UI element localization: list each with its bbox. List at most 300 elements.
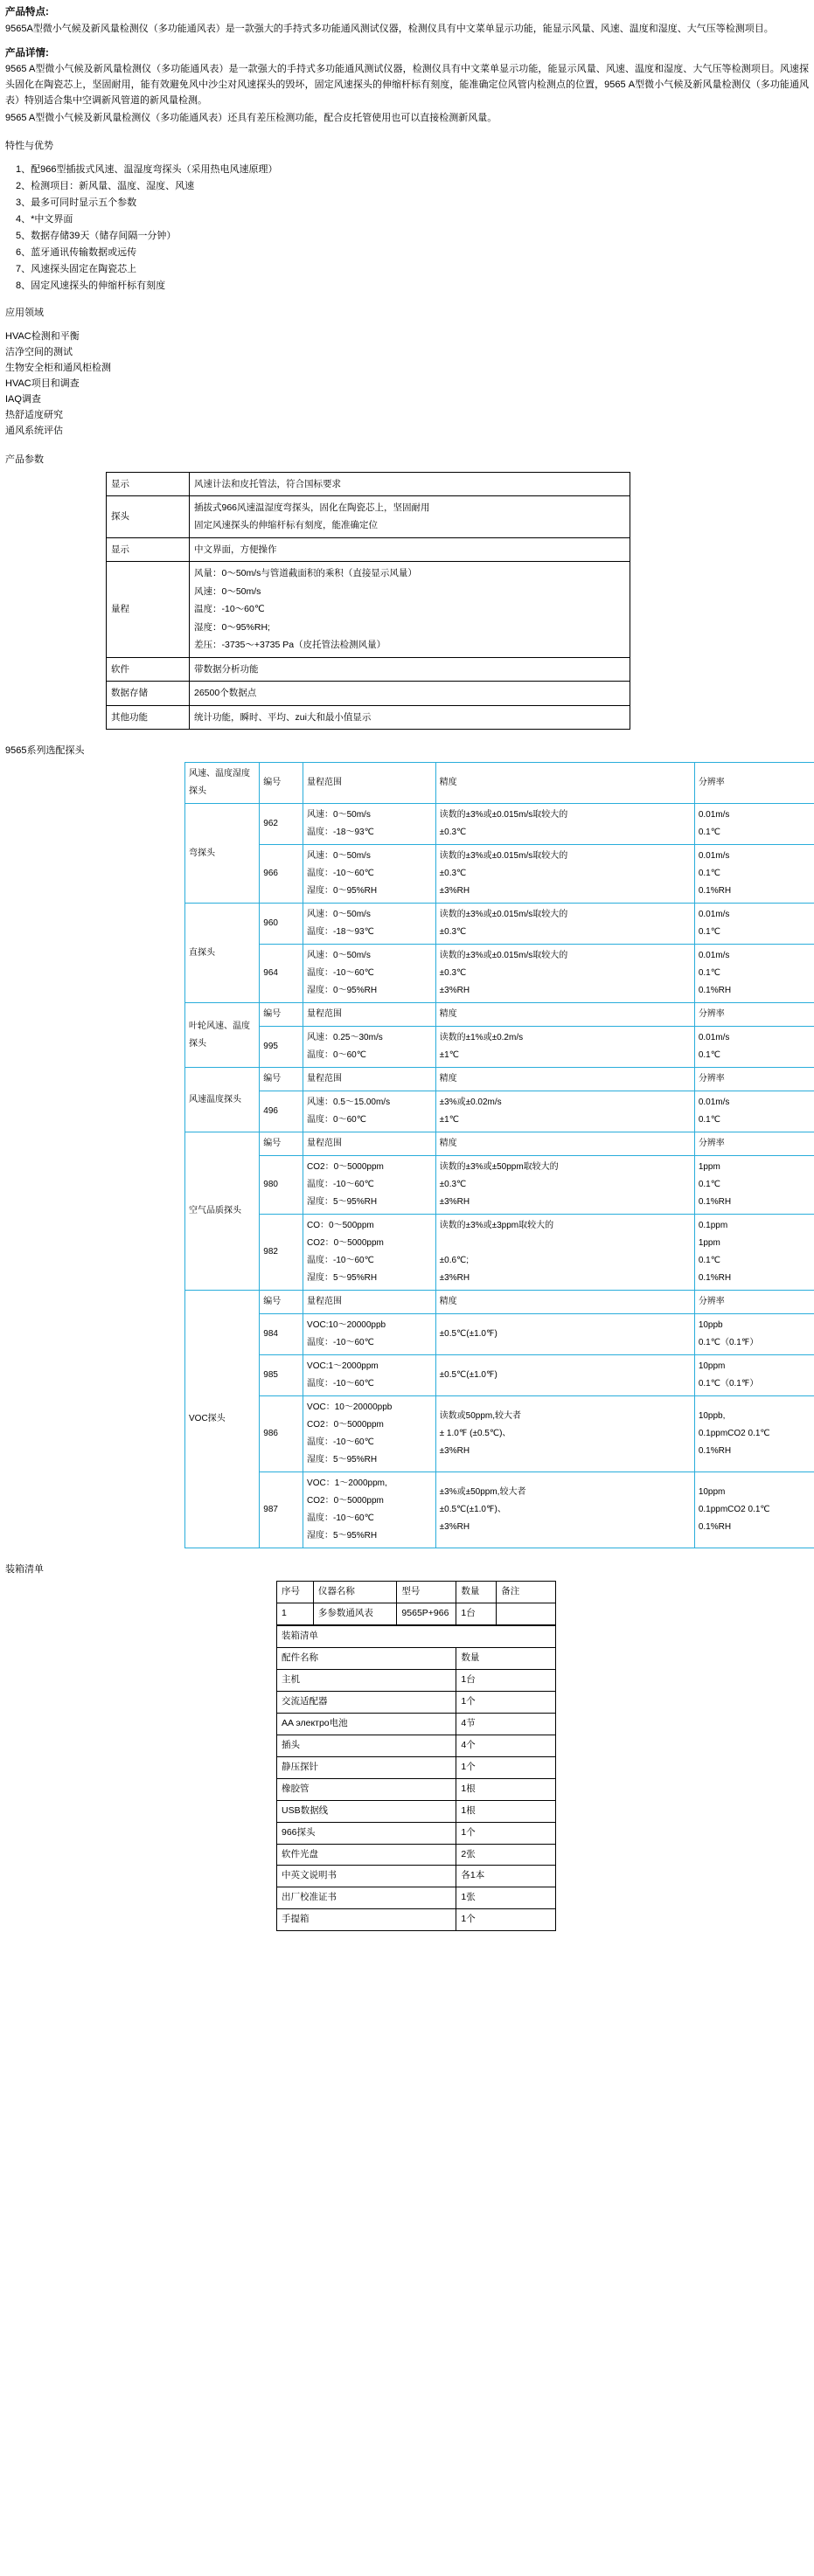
probe-accuracy (435, 1472, 694, 1548)
table-row (107, 472, 630, 495)
probe-resolution (694, 845, 814, 904)
resolution-line: 0.1%RH (698, 1522, 732, 1533)
resolution-line: 0.01m/s (698, 951, 730, 961)
accuracy-line: ±0.3℃ (439, 869, 467, 879)
accuracy-line: 读数的±3%或±0.015m/s取较大的 (439, 910, 568, 920)
subheader-resolution: 分辨率 (694, 1291, 814, 1314)
table-row (185, 1291, 814, 1314)
probe-range (303, 1156, 436, 1215)
probe-header-no: 编号 (260, 763, 303, 804)
packing-index: 1 (277, 1603, 314, 1625)
subheader-resolution: 分辨率 (694, 1068, 814, 1091)
probe-accuracy (435, 1156, 694, 1215)
table-row (185, 1003, 814, 1027)
accessory-name: 插头 (277, 1735, 456, 1756)
table-row (277, 1822, 556, 1844)
accessory-name: 手提箱 (277, 1909, 456, 1931)
advantage-item: 1、配966型插拔式风速、温湿度弯探头（采用热电风速原理） (16, 163, 278, 175)
probe-no: 995 (260, 1027, 303, 1068)
resolution-line: 0.1℃ (698, 968, 720, 979)
accuracy-line: ±0.5℃(±1.0℉) (439, 1329, 497, 1340)
range-line: VOC：1～2000ppm, (307, 1478, 387, 1489)
packing-list-title: 装箱清单 (277, 1626, 556, 1648)
probe-resolution (694, 945, 814, 1003)
table-row (277, 1778, 556, 1800)
accessory-qty: 1台 (456, 1670, 556, 1692)
packing-instrument-table (276, 1581, 556, 1625)
product-parameter-table (106, 472, 630, 731)
packing-qty: 1台 (456, 1603, 497, 1625)
advantage-item: 3、最多可同时显示五个参数 (16, 197, 137, 208)
resolution-line: 0.1ppmCO2 0.1℃ (698, 1429, 770, 1439)
probe-no: 984 (260, 1314, 303, 1355)
resolution-line: 0.01m/s (698, 1033, 730, 1043)
probe-range (303, 1027, 436, 1068)
advantages-list (5, 163, 809, 294)
probe-category-label: 叶轮风速、温度探头 (185, 1003, 260, 1068)
accessory-name: 橡胶管 (277, 1778, 456, 1800)
accessory-col-name: 配件名称 (277, 1648, 456, 1670)
accessory-name: 软件光盘 (277, 1844, 456, 1866)
resolution-line: 10ppm (698, 1361, 726, 1372)
probe-range (303, 1472, 436, 1548)
document-body (0, 5, 814, 1931)
range-line: CO：0～500ppm (307, 1221, 374, 1231)
table-header-row (277, 1582, 556, 1603)
probe-range (303, 945, 436, 1003)
table-row (277, 1887, 556, 1909)
packing-col-index: 序号 (277, 1582, 314, 1603)
table-row (185, 1132, 814, 1156)
resolution-line: 0.1℃ (698, 828, 720, 838)
probe-no: 960 (260, 904, 303, 945)
accessory-col-qty: 数量 (456, 1648, 556, 1670)
accuracy-line: ±0.3℃ (439, 927, 467, 938)
probe-resolution (694, 1472, 814, 1548)
accessory-name: 主机 (277, 1670, 456, 1692)
range-line: CO2：0～5000ppm (307, 1496, 384, 1506)
table-row (277, 1713, 556, 1735)
subheader-resolution: 分辨率 (694, 1003, 814, 1027)
probe-header-category: 风速、温度湿度探头 (185, 763, 260, 804)
spec-value (190, 496, 630, 538)
resolution-line: 0.1%RH (698, 886, 732, 897)
spec-key: 数据存储 (107, 682, 190, 705)
resolution-line: 0.1%RH (698, 1446, 732, 1457)
spec-key: 显示 (107, 472, 190, 495)
spec-line: 中文界面，方便操作 (194, 544, 277, 555)
resolution-line: 0.1℃ (698, 869, 720, 879)
subheader-range: 量程范围 (303, 1132, 436, 1156)
accuracy-line: ±3%RH (439, 886, 470, 897)
probe-range (303, 1355, 436, 1396)
table-row (107, 657, 630, 681)
spec-line: 风速计法和皮托管法，符合国标要求 (194, 478, 341, 489)
advantage-item: 5、数据存储39天（储存间隔一分钟） (16, 230, 177, 241)
spec-line: 插拔式966风速温湿度弯探头，固化在陶瓷芯上，坚固耐用 (194, 502, 430, 513)
spec-line: 温度：-10～60℃ (194, 604, 265, 615)
subheader-no: 编号 (260, 1003, 303, 1027)
accessory-qty: 各1本 (456, 1866, 556, 1887)
accuracy-line: ±1℃ (439, 1050, 459, 1061)
range-line: 温度：0～60℃ (307, 1050, 366, 1061)
range-line: 温度：-10～60℃ (307, 1437, 374, 1448)
accessory-qty: 1根 (456, 1800, 556, 1822)
range-line: CO2：0～5000ppm (307, 1420, 384, 1430)
range-line: 温度：-10～60℃ (307, 1256, 374, 1266)
accuracy-line: ±3%RH (439, 1446, 470, 1457)
resolution-line: 0.1%RH (698, 1273, 732, 1284)
range-line: 风速：0.25～30m/s (307, 1033, 383, 1043)
subheader-accuracy: 精度 (435, 1068, 694, 1091)
resolution-line: 0.1℃ (698, 1180, 720, 1190)
table-header-row (185, 763, 814, 804)
range-line: 温度：-18～93℃ (307, 927, 374, 938)
range-line: 温度：0～60℃ (307, 1115, 366, 1125)
advantage-item: 7、风速探头固定在陶瓷芯上 (16, 264, 137, 275)
resolution-line: 0.01m/s (698, 851, 730, 862)
probe-accuracy (435, 904, 694, 945)
table-row (107, 705, 630, 729)
accuracy-line (440, 1235, 691, 1252)
probe-no: 987 (260, 1472, 303, 1548)
probe-category-label: 风速温度探头 (185, 1068, 260, 1132)
accessory-name: 静压探针 (277, 1756, 456, 1778)
probe-resolution (694, 1027, 814, 1068)
table-row (277, 1866, 556, 1887)
accessory-name: AA электро电池 (277, 1713, 456, 1735)
table-row (185, 1396, 814, 1472)
probe-accuracy (435, 1396, 694, 1472)
probe-range (303, 845, 436, 904)
accuracy-line: 读数的±3%或±50ppm取较大的 (439, 1162, 559, 1173)
accessory-qty: 1根 (456, 1778, 556, 1800)
accessory-qty: 4个 (456, 1735, 556, 1756)
accuracy-line: ±3%或±0.02m/s (439, 1098, 502, 1108)
table-row (185, 1314, 814, 1355)
spec-key: 软件 (107, 657, 190, 681)
range-line: 温度：-10～60℃ (307, 1338, 374, 1348)
table-row (277, 1844, 556, 1866)
range-line: 温度：-10～60℃ (307, 1379, 374, 1389)
resolution-line: 0.1ppmCO2 0.1℃ (698, 1505, 770, 1515)
table-row (185, 804, 814, 845)
range-line: 风速：0～50m/s (307, 810, 371, 821)
spec-key: 量程 (107, 562, 190, 657)
table-row (277, 1756, 556, 1778)
probe-no: 985 (260, 1355, 303, 1396)
spec-value (190, 705, 630, 729)
table-row (185, 1472, 814, 1548)
range-line: 风速：0～50m/s (307, 851, 371, 862)
spec-value (190, 472, 630, 495)
subheader-no: 编号 (260, 1132, 303, 1156)
accuracy-line: 读数的±1%或±0.2m/s (439, 1033, 524, 1043)
resolution-line: 0.01m/s (698, 810, 730, 821)
packing-name: 多参数通风表 (313, 1603, 397, 1625)
probe-category-label: 空气品质探头 (185, 1132, 260, 1291)
range-line: VOC:1～2000ppm (307, 1361, 379, 1372)
advantage-item: 6、蓝牙通讯传输数据或远传 (16, 246, 137, 258)
advantage-item: 4、*中文界面 (16, 213, 73, 225)
application-item: HVAC检测和平衡 (5, 331, 80, 343)
probe-header-range: 量程范围 (303, 763, 436, 804)
subheader-accuracy: 精度 (435, 1132, 694, 1156)
table-row (277, 1735, 556, 1756)
accuracy-line: 读数的±3%或±3ppm取较大的 (439, 1221, 554, 1231)
product-features-body: 9565A型微小气候及新风量检测仪（多功能通风表）是一款强大的手持式多功能通风测试仪器，检测仪具有中文菜单显示功能，能显示风量、风速、温度和湿度、大气压等检测项目。 (5, 23, 774, 34)
probe-range (303, 1396, 436, 1472)
application-item: 洁净空间的测试 (5, 347, 73, 358)
probe-accuracy (435, 1215, 694, 1291)
probe-resolution (694, 1396, 814, 1472)
probe-no: 986 (260, 1396, 303, 1472)
probe-range (303, 1091, 436, 1132)
application-item: 生物安全柜和通风柜检测 (5, 363, 111, 374)
accuracy-line: ±0.5℃(±1.0℉) (439, 1370, 497, 1381)
probe-range (303, 904, 436, 945)
spec-line: 风速：0～50m/s (194, 585, 261, 597)
table-row (185, 1068, 814, 1091)
accuracy-line: ± 1.0℉ (±0.5℃)、 (439, 1429, 511, 1439)
spec-value (190, 537, 630, 561)
subheader-accuracy: 精度 (435, 1003, 694, 1027)
range-line: VOC：10～20000ppb (307, 1402, 393, 1413)
accuracy-line: ±3%或±50ppm,较大者 (439, 1487, 526, 1498)
subheader-range: 量程范围 (303, 1003, 436, 1027)
resolution-line: 10ppb (698, 1320, 723, 1331)
subheader-range: 量程范围 (303, 1291, 436, 1314)
advantage-item: 8、固定风速探头的伸缩杆标有刻度 (16, 280, 166, 292)
probe-accuracy (435, 945, 694, 1003)
accuracy-line: ±3%RH (439, 1273, 470, 1284)
accessory-qty: 1个 (456, 1756, 556, 1778)
range-line: 温度：-10～60℃ (307, 869, 374, 879)
table-row (185, 1215, 814, 1291)
spec-line: 湿度：0～95%RH; (194, 621, 270, 633)
range-line: 风速：0.5～15.00m/s (307, 1098, 391, 1108)
resolution-line: 0.01m/s (698, 1098, 730, 1108)
probe-category-label: 弯探头 (185, 804, 260, 904)
resolution-line: 0.1℃ (698, 1050, 720, 1061)
probe-resolution (694, 1355, 814, 1396)
table-row (277, 1909, 556, 1931)
accuracy-line: ±0.5℃(±1.0℉)、 (439, 1505, 506, 1515)
table-row (185, 1027, 814, 1068)
application-title: 应用领域 (5, 308, 44, 319)
accuracy-line: ±1℃ (439, 1115, 459, 1125)
accuracy-line: 读数的±3%或±0.015m/s取较大的 (439, 810, 568, 821)
packing-col-name: 仪器名称 (313, 1582, 397, 1603)
packing-section-title: 装箱清单 (5, 1564, 44, 1575)
range-line: 湿度：5～95%RH (307, 1197, 378, 1208)
advantages-title: 特性与优势 (5, 140, 53, 151)
accessory-name: 966探头 (277, 1822, 456, 1844)
spec-line: 带数据分析功能 (194, 663, 259, 675)
probe-resolution (694, 1215, 814, 1291)
subheader-no: 编号 (260, 1291, 303, 1314)
optional-probe-table (184, 762, 814, 1548)
probe-resolution (694, 1091, 814, 1132)
product-details-paragraph-2: 9565 A型微小气候及新风量检测仪（多功能通风表）还具有差压检测功能，配合皮托管使用也可以直接检测新风量。 (5, 112, 497, 123)
subheader-no: 编号 (260, 1068, 303, 1091)
resolution-line: 0.1℃ (698, 1256, 720, 1266)
resolution-line: 0.1℃（0.1℉） (698, 1379, 759, 1389)
application-item: HVAC项目和调查 (5, 378, 80, 390)
table-row (277, 1603, 556, 1625)
product-details-paragraph-1: 9565 A型微小气候及新风量检测仪（多功能通风表）是一款强大的手持式多功能通风测试仪器，检测仪具有中文菜单显示功能，能显示风量、风速、温度和湿度、大气压等检测项目。风速探头固化在陶瓷芯上，坚固耐用，能有效避免风中沙尘对风速探头的毁坏，固定风速探头的伸缩杆标有刻度，能准确定位风管内检测点的位置，9565 A型微小气候及新风量检测仪（多功能通风表）特别适合集中空调新风管道的新风量检测。 (5, 64, 809, 107)
spec-line: 风量：0～50m/s与管道截面积的乘积（直接显示风量） (194, 568, 417, 579)
range-line: VOC:10～20000ppb (307, 1320, 386, 1331)
spec-value (190, 682, 630, 705)
application-item: 通风系统评估 (5, 426, 63, 437)
subheader-resolution: 分辨率 (694, 1132, 814, 1156)
accessory-qty: 4节 (456, 1713, 556, 1735)
range-line: 温度：-10～60℃ (307, 968, 374, 979)
probe-header-accuracy: 精度 (435, 763, 694, 804)
table-row (107, 562, 630, 657)
advantage-item: 2、检测项目：新风量、温度、湿度、风速 (16, 180, 195, 191)
accuracy-line: 读数或50ppm,较大者 (439, 1411, 522, 1422)
probe-category-label: VOC探头 (185, 1291, 260, 1548)
probe-resolution (694, 904, 814, 945)
range-line: 湿度：5～95%RH (307, 1455, 378, 1465)
table-row (185, 945, 814, 1003)
accessory-qty: 1个 (456, 1691, 556, 1713)
table-row (185, 1156, 814, 1215)
probe-resolution (694, 1156, 814, 1215)
range-line: 温度：-18～93℃ (307, 828, 374, 838)
table-row (277, 1626, 556, 1648)
table-row (107, 682, 630, 705)
product-features-title: 产品特点: (5, 7, 49, 17)
application-item: IAQ调查 (5, 394, 41, 405)
probe-range (303, 804, 436, 845)
table-header-row (277, 1648, 556, 1670)
range-line: 温度：-10～60℃ (307, 1513, 374, 1524)
subheader-accuracy: 精度 (435, 1291, 694, 1314)
accessory-name: 中英文说明书 (277, 1866, 456, 1887)
resolution-line: 1ppm (698, 1238, 720, 1249)
accessory-qty: 2张 (456, 1844, 556, 1866)
resolution-line: 10ppb, (698, 1411, 726, 1422)
probe-no: 964 (260, 945, 303, 1003)
resolution-line: 0.1ppm (698, 1221, 728, 1231)
range-line: 湿度：5～95%RH (307, 1273, 378, 1284)
probe-no: 980 (260, 1156, 303, 1215)
probe-no: 982 (260, 1215, 303, 1291)
range-line: CO2：0～5000ppm (307, 1238, 384, 1249)
packing-col-remark: 备注 (497, 1582, 556, 1603)
resolution-line: 0.1℃（0.1℉） (698, 1338, 759, 1348)
resolution-line: 0.1%RH (698, 986, 732, 996)
accuracy-line: ±0.6℃; (439, 1256, 470, 1266)
spec-line: 26500个数据点 (194, 688, 257, 699)
probe-accuracy (435, 804, 694, 845)
accuracy-line: ±0.3℃ (439, 828, 467, 838)
resolution-line: 0.1℃ (698, 927, 720, 938)
probe-section-title: 9565系列选配探头 (5, 745, 85, 757)
range-line: CO2：0～5000ppm (307, 1162, 384, 1173)
table-row (107, 537, 630, 561)
application-item: 热舒适度研究 (5, 410, 63, 421)
table-row (277, 1670, 556, 1692)
spec-line: 统计功能，瞬时、平均、zui大和最小值显示 (194, 711, 372, 723)
probe-accuracy (435, 1027, 694, 1068)
probe-accuracy (435, 845, 694, 904)
probe-accuracy (435, 1314, 694, 1355)
spec-key: 探头 (107, 496, 190, 538)
probe-no: 962 (260, 804, 303, 845)
packing-remark (497, 1603, 556, 1625)
spec-section-title: 产品参数 (5, 454, 44, 466)
probe-resolution (694, 1314, 814, 1355)
accuracy-line: ±3%RH (439, 986, 470, 996)
probe-no: 966 (260, 845, 303, 904)
accuracy-line: 读数的±3%或±0.015m/s取较大的 (439, 951, 568, 961)
table-row (185, 845, 814, 904)
spec-key: 其他功能 (107, 705, 190, 729)
spec-value (190, 657, 630, 681)
resolution-line: 0.1℃ (698, 1115, 720, 1125)
resolution-line: 0.1%RH (698, 1197, 732, 1208)
table-row (277, 1800, 556, 1822)
table-row (185, 1091, 814, 1132)
probe-header-resolution: 分辨率 (694, 763, 814, 804)
resolution-line: 1ppm (698, 1162, 720, 1173)
spec-line: 差压：-3735～+3735 Pa（皮托管法检测风量） (194, 640, 386, 651)
accuracy-line: ±0.3℃ (439, 968, 467, 979)
accessory-qty: 1个 (456, 1822, 556, 1844)
resolution-line: 0.01m/s (698, 910, 730, 920)
table-row (185, 904, 814, 945)
product-details-title: 产品详情: (5, 47, 49, 59)
accessory-name: USB数据线 (277, 1800, 456, 1822)
probe-no: 496 (260, 1091, 303, 1132)
table-row (107, 496, 630, 538)
accuracy-line: 读数的±3%或±0.015m/s取较大的 (439, 851, 568, 862)
packing-accessory-table (276, 1625, 556, 1931)
probe-accuracy (435, 1355, 694, 1396)
spec-line: 固定风速探头的伸缩杆标有刻度，能准确定位 (194, 520, 378, 531)
table-row (277, 1691, 556, 1713)
packing-col-qty: 数量 (456, 1582, 497, 1603)
probe-range (303, 1314, 436, 1355)
range-line: 湿度：5～95%RH (307, 1531, 378, 1541)
accessory-name: 交流适配器 (277, 1691, 456, 1713)
range-line: 风速：0～50m/s (307, 910, 371, 920)
accessory-qty: 1个 (456, 1909, 556, 1931)
range-line: 温度：-10～60℃ (307, 1180, 374, 1190)
accuracy-line: ±3%RH (439, 1522, 470, 1533)
probe-range (303, 1215, 436, 1291)
range-line: 风速：0～50m/s (307, 951, 371, 961)
table-row (185, 1355, 814, 1396)
accuracy-line: ±3%RH (439, 1197, 470, 1208)
accessory-qty: 1张 (456, 1887, 556, 1909)
resolution-line: 10ppm (698, 1487, 726, 1498)
probe-resolution (694, 804, 814, 845)
packing-col-model: 型号 (397, 1582, 456, 1603)
range-line: 湿度：0～95%RH (307, 986, 378, 996)
probe-accuracy (435, 1091, 694, 1132)
spec-value (190, 562, 630, 657)
range-line: 湿度：0～95%RH (307, 886, 378, 897)
accuracy-line: ±0.3℃ (439, 1180, 467, 1190)
probe-category-label: 直探头 (185, 904, 260, 1003)
packing-model: 9565P+966 (397, 1603, 456, 1625)
accessory-name: 出厂校准证书 (277, 1887, 456, 1909)
